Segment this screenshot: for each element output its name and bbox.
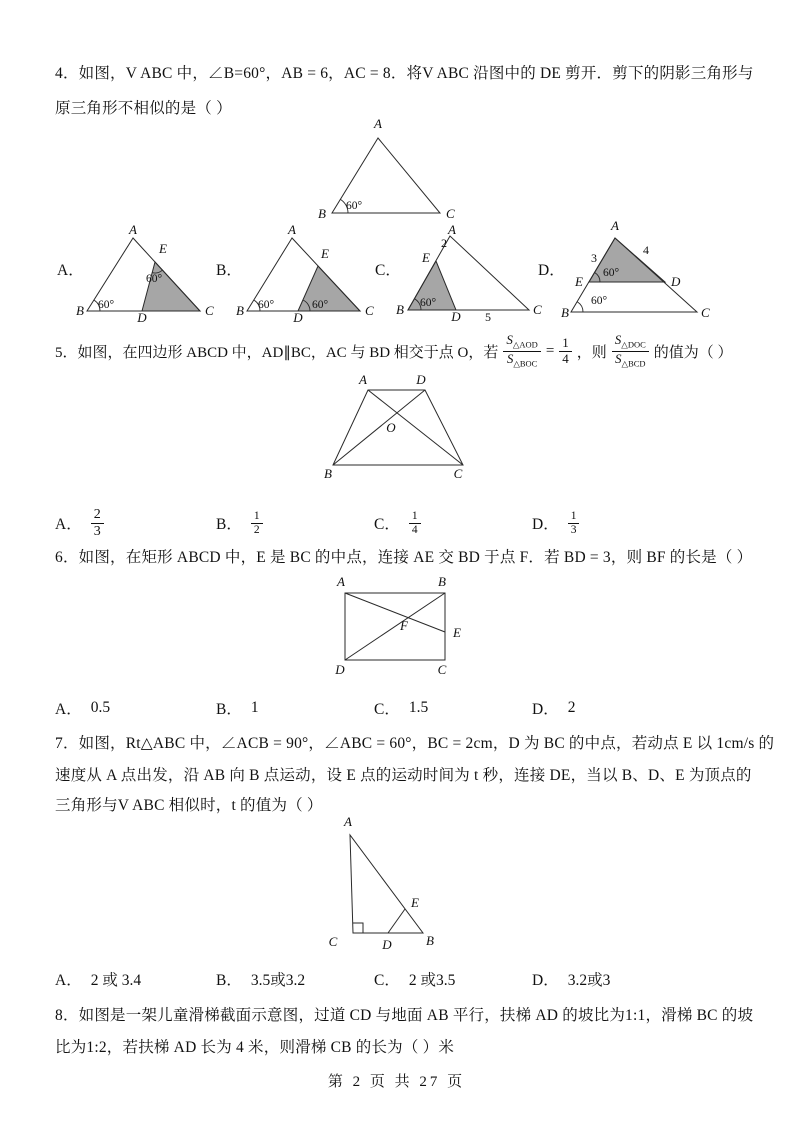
triangle-outline [350,835,423,933]
q5-fraction-doc-bcd [612,333,649,368]
option-letter: B． [216,516,242,533]
vertex-label-b: B [438,574,446,589]
q7-option-a [55,968,141,990]
fraction-denominator: 4 [411,523,418,536]
option-letter: B． [216,701,242,718]
vertex-label-d: D [335,662,345,677]
shaded-triangle [298,266,360,311]
q4-option-b-label: B． [216,262,242,279]
angle-label-b: 60° [591,295,608,307]
q4-option-a-label: A． [57,262,84,279]
option-value: 3.5或3.2 [250,972,306,989]
vertex-label-c: C [533,302,542,317]
segment-de [388,909,405,933]
q4-option-a-figure [78,224,213,324]
vertex-label-b: B [561,305,569,320]
q5-text-line [55,330,733,372]
q6-text-line: 6．如图，在矩形 ABCD 中，E 是 BC 的中点，连接 AE 交 BD 于点 F．若 BD = 3，则 BF 的长是（ ） [55,549,753,566]
vertex-label-a: A [288,222,296,237]
option-value: 2 或3.5 [408,972,456,989]
vertex-label-b: B [76,303,84,318]
q5-fraction-one-fourth [559,336,572,366]
q5-text-after: 的值为（ ） [653,344,733,361]
q5-text-mid: ，则 [576,344,607,361]
length-label-dc: 5 [485,310,491,324]
vertex-label-d: D [451,309,461,324]
shaded-triangle [589,238,665,282]
q5-option-a [55,503,109,543]
q5-option-b [216,503,268,543]
vertex-label-b: B [236,303,244,318]
angle-label-b: 60° [98,299,115,311]
q4-option-d-label: D． [538,262,565,279]
option-value: 0.5 [90,699,111,716]
point-label-f: F [400,618,408,633]
fraction-numerator: 1 [559,336,572,352]
vertex-label-d: D [671,274,681,289]
vertex-label-c: C [446,206,455,221]
q7-option-d [532,968,610,990]
option-value: 1 [250,699,259,716]
length-label-ae: 3 [591,251,597,265]
vertex-label-c: C [437,662,447,677]
q7-text-line3: 三角形与V ABC 相似时，t 的值为（ ） [55,797,323,814]
option-value: 2 [567,699,576,716]
q6-option-d [532,697,575,719]
point-label-e: E [411,895,419,910]
vertex-label-a: A [337,574,345,589]
q6-option-b [216,697,259,719]
diagonal-ac [368,390,463,465]
option-fraction [409,510,421,537]
trapezoid-outline [333,390,463,465]
q8-text-line2: 比为1:2，若扶梯 AD 长为 4 米，则滑梯 CB 的长为（ ）米 [55,1039,455,1056]
fraction-numerator: 2 [91,507,104,524]
fraction-numerator: 1 [409,510,421,524]
s-symbol: S [506,350,514,366]
s-subscript: △BOC [513,358,538,369]
s-subscript: △BCD [621,358,646,369]
q4-text-line1: 4．如图，V ABC 中，∠B=60°，AB = 6，AC = 8．将V ABC 沿图中的 DE 剪开．剪下的阴影三角形与 [55,65,754,82]
vertex-label-b: B [324,466,332,481]
vertex-label-d: D [416,372,426,387]
diagonal-bd [333,390,425,465]
s-subscript: △DOC [621,339,646,350]
vertex-label-d: D [137,310,147,325]
angle-label-b: 60° [346,200,363,212]
option-letter: A． [55,516,82,533]
q4-option-c-label: C． [375,262,401,279]
vertex-label-e: E [575,274,583,289]
option-letter: A． [55,972,82,989]
point-label-d: D [382,937,392,952]
equals-sign: = [545,342,555,359]
length-label-ad: 4 [643,243,649,257]
s-subscript: △AOD [512,339,538,350]
fraction-denominator: 4 [562,350,569,366]
q5-figure [303,372,478,484]
angle-label-b: 60° [420,297,437,309]
q8-text-line1: 8．如图是一架儿童滑梯截面示意图，过道 CD 与地面 AB 平行，扶梯 AD 的坡比为1:1，滑梯 BC 的坡 [55,1007,754,1024]
fraction-denominator: 3 [570,523,577,536]
q4-option-b-figure [238,224,373,324]
fraction-denominator [503,352,540,369]
vertex-label-a: A [611,218,619,233]
option-fraction [251,510,263,537]
option-value: 1.5 [408,699,429,716]
vertex-label-b: B [396,302,404,317]
option-letter: B． [216,972,242,989]
vertex-label-c: C [205,303,214,318]
vertex-label-b: B [318,206,326,221]
q7-text-line2: 速度从 A 点出发，沿 AB 向 B 点运动，设 E 点的运动时间为 t 秒，连接 DE，当以 B、D、E 为顶点的 [55,767,752,784]
q5-option-c [374,503,426,543]
angle-label-e: 60° [146,273,163,285]
q7-option-c [374,968,455,990]
vertex-label-a: A [359,372,367,387]
fraction-numerator: 1 [251,510,263,524]
angle-label-e: 60° [603,267,620,279]
option-letter: D． [532,701,559,718]
angle-arc [577,302,583,312]
length-label-ae: 2 [441,236,447,250]
option-fraction [568,510,580,537]
q6-option-a [55,697,110,719]
point-label-o: O [386,420,396,435]
vertex-label-a: A [448,222,456,237]
vertex-label-a: A [374,116,382,131]
s-symbol: S [614,332,622,348]
option-fraction [91,507,104,539]
vertex-label-e: E [159,241,167,256]
page-footer: 第 2 页 共 27 页 [327,1074,466,1090]
fraction-numerator: 1 [568,510,580,524]
fraction-numerator [612,333,649,351]
q4-text-line2: 原三角形不相似的是（ ） [55,100,232,117]
option-letter: C． [374,701,400,718]
angle-label-b: 60° [258,299,275,311]
vertex-label-a: A [129,222,137,237]
fraction-denominator: 3 [93,523,101,539]
fraction-numerator [503,333,540,351]
q4-option-c-figure [396,224,548,324]
angle-label-d: 60° [312,299,329,311]
q4-option-d-figure [563,216,721,324]
vertex-label-a: A [344,814,352,829]
q6-figure [320,566,475,684]
q4-main-figure [296,112,481,224]
vertex-label-b: B [426,933,434,948]
option-letter: A． [55,701,82,718]
vertex-label-d: D [293,310,303,325]
s-symbol: S [615,350,622,366]
vertex-label-e: E [422,250,430,265]
shaded-triangle [142,262,200,311]
option-value: 2 或 3.4 [90,972,142,989]
s-symbol: S [506,332,513,348]
vertex-label-c: C [328,934,338,949]
right-angle-marker [353,923,363,933]
option-letter: C． [374,972,400,989]
vertex-label-c: C [365,303,374,318]
fraction-denominator [612,352,649,369]
option-value: 3.2或3 [567,972,611,989]
option-letter: C． [374,516,400,533]
vertex-label-c: C [701,305,710,320]
q5-option-d [532,503,584,543]
q6-option-c [374,697,428,719]
q7-text-line1: 7．如图，Rt△ABC 中，∠ACB = 90°，∠ABC = 60°，BC = 2cm，D 为 BC 的中点，若动点 E 以 1cm/s 的 [55,735,775,752]
option-letter: D． [532,972,559,989]
option-letter: D． [532,516,559,533]
vertex-label-e: E [321,246,329,261]
point-label-e: E [453,625,461,640]
q7-figure [320,813,445,953]
q5-fraction-aod-boc [503,333,540,368]
q5-text-before: 5．如图，在四边形 ABCD 中，AD∥BC，AC 与 BD 相交于点 O，若 [55,344,499,361]
q7-option-b [216,968,305,990]
vertex-label-c: C [453,466,463,481]
fraction-denominator: 2 [253,523,260,536]
